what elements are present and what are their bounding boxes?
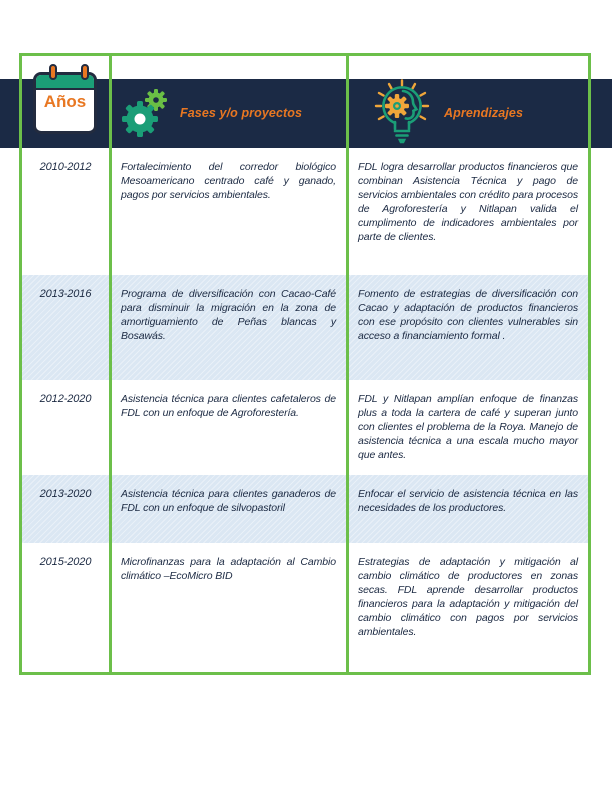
aprendizajes-header-label: Aprendizajes [444, 106, 524, 120]
aprendizaje-text: FDL y Nitlapan amplían enfoque de finanzas plus a toda la cartera de café y superan junto con clientes el problema de la Roya. Manejo de asistencia técnica a una escala mucho mayor que antes. [358, 393, 578, 461]
calendar-icon [33, 64, 97, 134]
year-range: 2013-2020 [39, 488, 92, 500]
aprendizaje-text: Estrategias de adaptación y mitigación al cambio climático de productores en zonas secas. FDL aprende desarrollar productos financieros para la adaptación y mitigación del cambio climático con pagos por servicios ambientales. [358, 556, 578, 638]
table-row [22, 475, 588, 543]
aprendizajes-header-cell [346, 56, 588, 148]
fase-text: Fortalecimiento del corredor biológico Mesoamericano centrado café y ganado, pagos por servicios ambientales. [121, 161, 336, 201]
fases-header-cell [109, 56, 346, 148]
year-range: 2010-2012 [39, 161, 92, 173]
table-row [22, 275, 588, 380]
table-row [22, 543, 588, 672]
lightbulb-head-icon [372, 79, 432, 147]
aprendizaje-text: FDL logra desarrollar productos financieros que combinan Asistencia Técnica y pago de servicios ambientales con crédito para procesos de Agroforestería y Nitlapan valida el cumplimento de indicadores ambientales por parte de clientes. [358, 161, 578, 243]
column-separator [109, 56, 112, 672]
aprendizaje-text: Enfocar el servicio de asistencia técnica en las necesidades de los productores. [358, 488, 578, 514]
year-range: 2012-2020 [39, 393, 92, 405]
table-header-row [22, 56, 588, 148]
fase-text: Asistencia técnica para clientes cafetaleros de FDL con un enfoque de Agroforestería. [121, 393, 336, 419]
timeline-table [19, 53, 591, 675]
fase-text: Microfinanzas para la adaptación al Cambio climático –EcoMicro BID [121, 556, 336, 582]
fase-text: Programa de diversificación con Cacao-Café para disminuir la migración en la zona de amortiguamiento de Peñas blancas y Bosawás. [121, 288, 336, 342]
calendar-body [33, 72, 97, 134]
fase-text: Asistencia técnica para clientes ganaderos de FDL con un enfoque de silvopastoril [121, 488, 336, 514]
gears-icon [121, 87, 169, 139]
calendar-peg-icon [81, 64, 89, 80]
aprendizaje-text: Fomento de estrategias de diversificación con Cacao y adaptación de productos financieros con ese propósito con clientes vulnerables sin acceso a financiamiento formal . [358, 288, 578, 342]
year-range: 2013-2016 [39, 288, 92, 300]
years-header-label: Años [43, 92, 87, 111]
years-header-cell [22, 56, 109, 148]
calendar-peg-icon [49, 64, 57, 80]
column-separator [346, 56, 349, 672]
table-row [22, 148, 588, 275]
fases-header-label: Fases y/o proyectos [180, 106, 303, 120]
table-row [22, 380, 588, 475]
year-range: 2015-2020 [39, 556, 92, 568]
